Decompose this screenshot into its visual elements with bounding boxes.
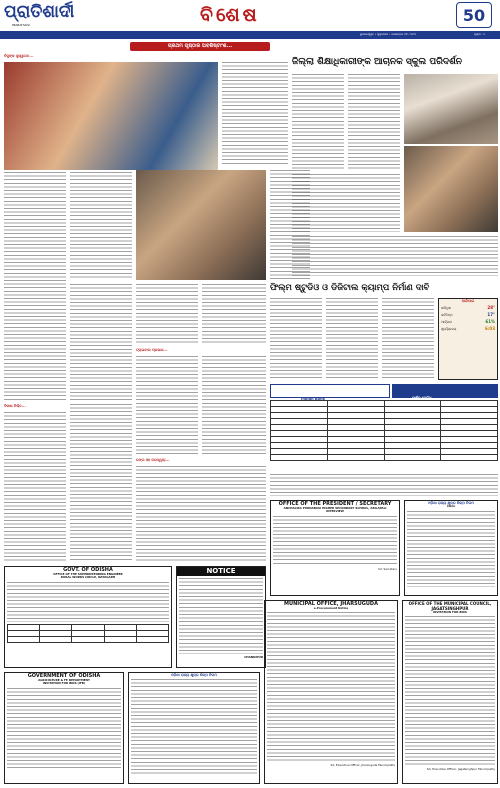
notice-body	[179, 578, 263, 654]
story-right-col1	[292, 74, 344, 170]
anniversary-badge: 50	[456, 2, 492, 28]
commission-strip	[392, 384, 498, 398]
commission-title: ବାର୍ଷିକ ନୋଟିସ	[412, 396, 432, 400]
story-right-col4	[292, 236, 498, 276]
school-title: OFFICE OF THE PRESIDENT / SECRETARY	[278, 501, 392, 507]
notice-ad	[176, 566, 266, 668]
story-right-photo1	[404, 74, 498, 144]
story-right-headline: ଜିଲ୍ଲା ଶିକ୍ଷାଧିକାରୀଙ୍କ ଆଚାନକ ସ୍କୁଲ ପରିଦର୍ଶନ	[292, 57, 463, 67]
gov2-title: GOVERNMENT OF ODISHA	[27, 673, 101, 679]
story-mid-col3	[382, 298, 434, 380]
masthead	[0, 0, 500, 40]
gov1-sub2: RURAL WORKS CIRCLE, NAYAGARH	[60, 575, 116, 580]
tender-right-title: ଓଡ଼ିଶା ରାଜ୍ୟ କ୍ଷୁଦ୍ର ଶିଳ୍ପ ନିଗମ	[428, 501, 474, 505]
continuation-banner: ପ୍ରଥମ ପୃଷ୍ଠାର ଅବଶିଷ୍ଟାଂଶ...	[130, 42, 270, 51]
weather-value: 17°	[487, 312, 495, 318]
weather-label: ସୂର୍ଯ୍ୟୋଦୟ	[441, 326, 457, 331]
weather-value: 6:03	[485, 326, 495, 332]
tender-right-sub: ବିଜ୍ଞାପନ	[446, 504, 456, 509]
school-sign: Sd- Secretary	[378, 566, 397, 571]
story-left2-kicker: ବିକାଶ ନିଶ୍ଚିତ...	[4, 404, 26, 408]
gov1-sub: OFFICE OF THE SUPERINTENDING ENGINEER	[53, 572, 123, 576]
gov1-table	[7, 624, 169, 643]
story-right-col2	[348, 74, 400, 170]
weather-label: ସର୍ବାଧିକ	[441, 305, 452, 310]
right-bottom-sign: Sd- Executive Officer, Jagatsinghpur Municipality	[426, 767, 495, 772]
bank-strip	[270, 384, 390, 401]
weather-row	[441, 326, 495, 331]
tender-table-right	[270, 400, 498, 470]
gov1-title: GOVT. OF ODISHA	[63, 567, 113, 573]
story-mid2-col2	[202, 356, 266, 454]
muni-sub: e-Procurement Notice	[313, 606, 349, 610]
story-mid3-col1	[136, 466, 266, 562]
muni-body	[267, 612, 395, 762]
paper-logo-en: PRABATIVASI	[12, 23, 30, 27]
weather-row	[441, 319, 495, 324]
muni-title: MUNICIPAL OFFICE, JHARSUGUDA	[284, 601, 378, 607]
right-bottom-ad	[402, 600, 498, 784]
story-left2-col1	[4, 412, 66, 562]
muni-ad	[264, 600, 398, 784]
section-title: ବିଶେଷ	[200, 4, 260, 26]
story-mid2-col1	[136, 356, 198, 454]
school-sub: ANCHALIKA PURNABASI HIGHER SECONDARY SCHOOL, ARILAPALI	[283, 506, 387, 510]
right-bottom-title: OFFICE OF THE MUNICIPAL COUNCIL, JAGATSINGHPUR	[408, 601, 492, 611]
small-ind-title: ଓଡ଼ିଶା ରାଜ୍ୟ କ୍ଷୁଦ୍ର ଶିଳ୍ପ ନିଗମ	[171, 673, 217, 677]
gov2-sub: AGRICULTURE & FE DEPARTMENT	[38, 678, 90, 682]
notice-title: NOTICE	[177, 567, 265, 576]
weather-label: ସର୍ବନିମ୍ନ	[441, 312, 453, 317]
story-right-col3	[292, 174, 400, 232]
gov2-sub2: INVITATION FOR BIDS (IFB)	[42, 681, 86, 686]
story-mid-col1	[270, 298, 322, 380]
weather-row	[441, 312, 495, 317]
right-bottom-body	[405, 616, 495, 766]
page-number: ପୃଷ୍ଠା : ୫	[474, 32, 486, 36]
tender-table-notes	[270, 474, 498, 496]
gov1-body	[7, 582, 169, 622]
date-line: ଭୁବନେଶ୍ୱର • ଶୁକ୍ରବାର • ନଭେମ୍ବର ୧୩, ୨୦୨୫	[360, 32, 417, 36]
weather-value: 61%	[485, 319, 495, 325]
story-mid-headline: ଫିଲ୍ମ ଷ୍ଟୁଡିଓ ଓ ଡିଜିଟାଲ କ୍ୟାମ୍ପ ନିର୍ମାଣ ଦାବି	[270, 283, 430, 293]
story1-col1	[4, 172, 66, 400]
weather-title: ପାଣିପାଗ	[461, 299, 475, 303]
tender-table	[270, 400, 498, 461]
gov2-body	[7, 688, 121, 768]
story1-col5	[70, 284, 132, 400]
muni-sign: Sd- Executive Officer, Jharsuguda Municipality	[330, 763, 395, 768]
weather-value: 28°	[487, 305, 495, 311]
story1-photo	[4, 62, 218, 170]
gov1-ad	[4, 566, 172, 668]
story1-photo2	[136, 170, 266, 280]
story-mid-col2	[326, 298, 378, 380]
tender-right-body	[407, 511, 495, 587]
right-bottom-sub: INVITATION FOR BIDS	[433, 610, 467, 614]
gov2-ad	[4, 672, 124, 784]
weather-row	[441, 305, 495, 310]
tender-right-ad	[404, 500, 498, 596]
weather-label: ଆର୍ଦ୍ରତା	[441, 319, 452, 324]
story1-col7	[202, 284, 266, 344]
story1-kicker: ବିଜୁଙ୍କ ସୁସ୍ୱାଗତ...	[4, 54, 34, 58]
story-mid2-kicker: ଟ୍ରାଇବାଲ ପ୍ରଭାସ...	[136, 348, 168, 352]
school-body	[273, 516, 397, 566]
paper-logo: ପ୍ରାତିଶାର୍ଦୀ	[4, 2, 75, 22]
weather-box	[438, 298, 498, 380]
story-left2-col2	[70, 404, 132, 562]
school-ad	[270, 500, 400, 596]
story1-col3	[222, 62, 288, 166]
notice-sub: CHANDIPUR	[244, 655, 263, 659]
story-right-photo2	[404, 146, 498, 232]
story-mid3-kicker: ରଙ୍ଗ ସହ ଜଗଦ୍ୱାରା...	[136, 458, 170, 462]
small-ind-body	[131, 679, 257, 775]
school-interview: INTERVIEW	[326, 509, 344, 514]
small-ind-ad	[128, 672, 260, 784]
story1-col2	[70, 172, 132, 280]
bank-label: Indian Bank	[301, 397, 326, 401]
story1-col6	[136, 284, 198, 344]
